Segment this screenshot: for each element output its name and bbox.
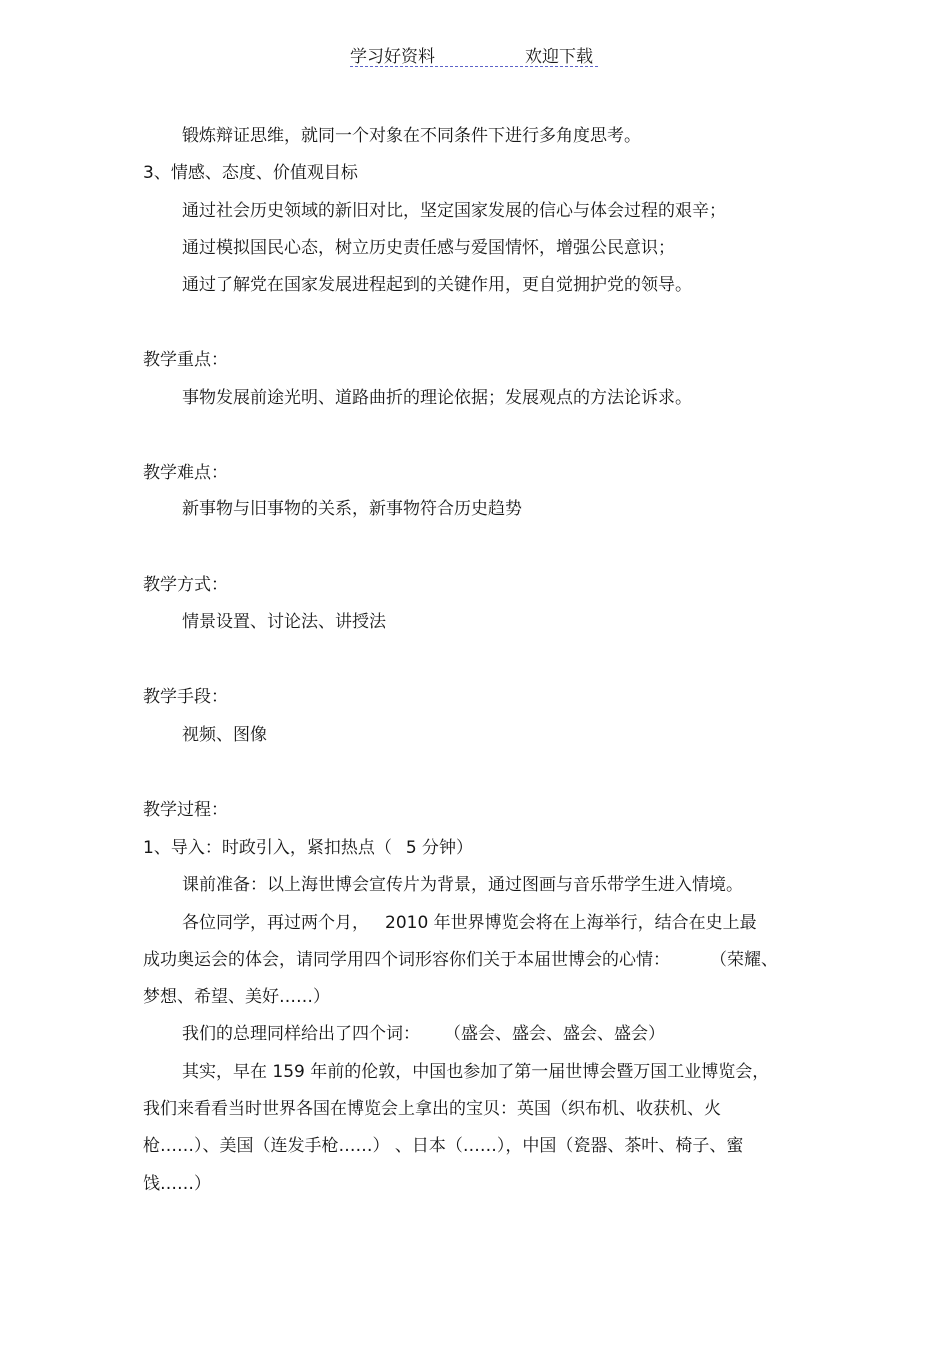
text-segment: 1、导入：时政引入，紧扣热点（ (143, 838, 392, 858)
text-line: 事物发展前途光明、道路曲折的理论依据；发展观点的方法论诉求。 (182, 388, 692, 408)
text-segment: 5 分钟） (405, 838, 474, 858)
text-line: 饯……） (143, 1174, 211, 1194)
text-line (143, 836, 473, 860)
header-left-text: 学习好资料 (350, 47, 435, 67)
text-line: 梦想、希望、美好……） (143, 987, 330, 1007)
text-line: 枪……）、美国（连发手枪……） 、日本（……），中国（瓷器、茶叶、椅子、蜜 (143, 1136, 744, 1156)
text-line: 新事物与旧事物的关系，新事物符合历史趋势 (182, 499, 522, 519)
text-segment: （荣耀、 (710, 950, 778, 970)
heading-means: 教学手段： (143, 687, 228, 707)
text-segment: 成功奥运会的体会，请同学用四个词形容你们关于本届世博会的心情： (143, 950, 670, 970)
header-right-text: 欢迎下载 (525, 47, 593, 67)
text-line: 我们来看看当时世界各国在博览会上拿出的宝贝：英国（织布机、收获机、火 (143, 1099, 721, 1119)
text-line: 其实，早在 159 年前的伦敦，中国也参加了第一届世博会暨万国工业博览会， (182, 1062, 770, 1082)
page-header (350, 40, 598, 67)
text-segment: 各位同学，再过两个月， (182, 913, 369, 933)
heading-process: 教学过程： (143, 800, 228, 820)
heading-key-points: 教学重点： (143, 350, 228, 370)
text-line: 视频、图像 (182, 725, 267, 745)
text-line: 通过模拟国民心态，树立历史责任感与爱国情怀，增强公民意识； (182, 238, 675, 258)
text-segment: 2010 年世界博览会将在上海举行，结合在史上最 (385, 913, 757, 933)
text-line: 课前准备：以上海世博会宣传片为背景，通过图画与音乐带学生进入情境。 (182, 875, 743, 895)
text-line: 锻炼辩证思维，就同一个对象在不同条件下进行多角度思考。 (182, 126, 641, 146)
text-line (143, 948, 778, 972)
text-line (182, 911, 757, 935)
text-line: 通过了解党在国家发展进程起到的关键作用，更自觉拥护党的领导。 (182, 275, 692, 295)
text-line: 通过社会历史领域的新旧对比，坚定国家发展的信心与体会过程的艰辛； (182, 201, 726, 221)
text-line: 情景设置、讨论法、讲授法 (182, 612, 386, 632)
text-line (182, 1022, 665, 1046)
text-segment: （盛会、盛会、盛会、盛会） (444, 1024, 665, 1044)
section-heading: 3、情感、态度、价值观目标 (143, 163, 358, 183)
text-segment: 我们的总理同样给出了四个词： (182, 1024, 420, 1044)
heading-difficulties: 教学难点： (143, 463, 228, 483)
heading-methods: 教学方式： (143, 575, 228, 595)
